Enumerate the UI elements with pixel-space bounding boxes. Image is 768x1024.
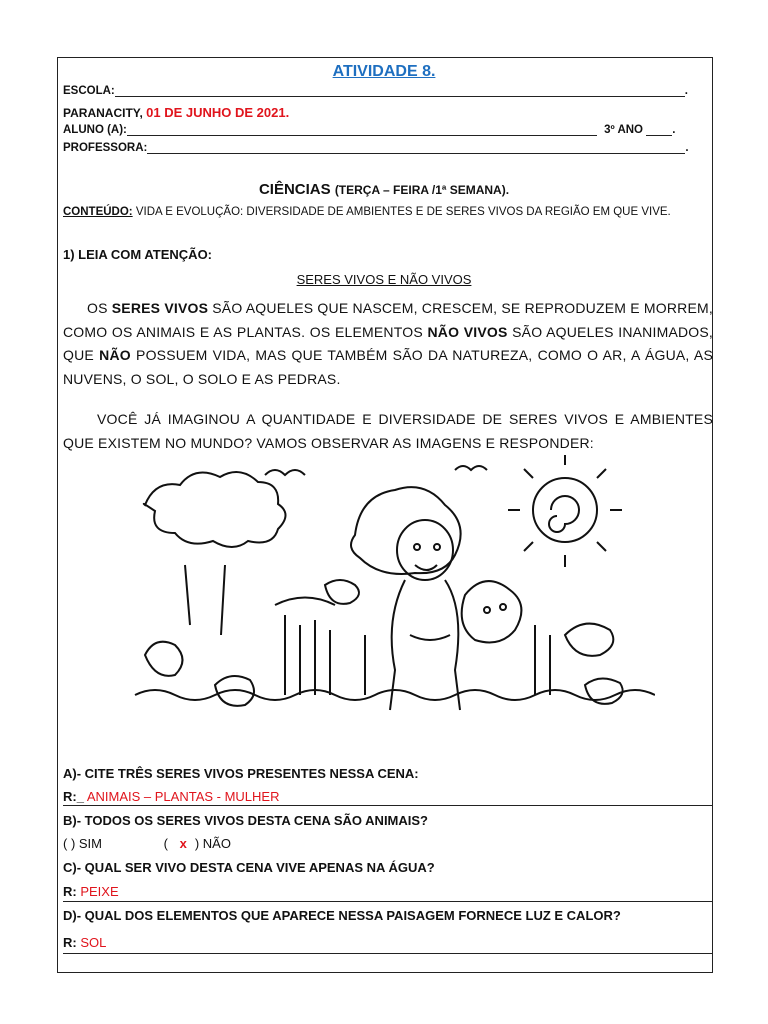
p1-bold-1: SERES VIVOS xyxy=(111,300,209,316)
instruction: 1) LEIA COM ATENÇÃO: xyxy=(63,247,213,262)
subject-heading xyxy=(0,181,768,198)
option-nao-open: ( xyxy=(163,836,168,851)
ano-label: 3º ANO xyxy=(604,124,643,136)
answer-b-row xyxy=(63,836,231,851)
question-a: A)- CITE TRÊS SERES VIVOS PRESENTES NESSA CENA: xyxy=(63,766,419,781)
city-label: PARANACITY, xyxy=(63,106,143,120)
option-nao[interactable]: ) NÃO xyxy=(194,836,231,851)
date-text: 01 DE JUNHO DE 2021. xyxy=(146,105,290,120)
p1-bold-3: NÃO xyxy=(99,347,131,363)
aluno-label: ALUNO (A): xyxy=(63,124,127,136)
answer-c-label: R: xyxy=(63,884,77,899)
answer-a-label: R:_ xyxy=(63,789,84,804)
p1-bold-2: NÃO VIVOS xyxy=(427,323,508,340)
page-title: ATIVIDADE 8. xyxy=(332,63,436,80)
answer-d-text[interactable]: SOL xyxy=(80,935,107,950)
conteudo xyxy=(63,204,713,221)
escola-label: ESCOLA: xyxy=(63,85,115,97)
p1-text-4: POSSUEM VIDA, MAS QUE TAMBÉM SÃO DA NATUREZA, COMO O AR, A ÁGUA, AS NUVENS, O SOL, O SOLO E AS PEDRAS. xyxy=(63,347,714,387)
subject-name: CIÊNCIAS xyxy=(258,181,331,198)
answer-d-line xyxy=(63,953,713,954)
option-nao-mark[interactable]: x xyxy=(179,836,187,851)
paragraph-2: VOCÊ JÁ IMAGINOU A QUANTIDADE E DIVERSIDADE DE SERES VIVOS E AMBIENTES QUE EXISTEM NO MUNDO? VAMOS OBSERVAR AS IMAGENS E RESPONDER: xyxy=(63,411,713,451)
p1-text-2: SÃO AQUELES QUE NASCEM, CRESCEM, SE REPRODUZEM E MORREM, COMO OS ANIMAIS E AS PLANTAS. OS ELEMENTOS xyxy=(63,300,713,340)
answer-d-label: R: xyxy=(63,935,77,950)
escola-row xyxy=(63,85,688,97)
ano-field[interactable] xyxy=(646,125,672,136)
professora-label: PROFESSORA: xyxy=(63,142,148,154)
answer-a-row xyxy=(63,789,279,804)
question-b: B)- TODOS OS SERES VIVOS DESTA CENA SÃO ANIMAIS? xyxy=(63,813,429,828)
professora-field[interactable] xyxy=(147,143,685,154)
answer-c-row xyxy=(63,884,119,899)
scene-illustration xyxy=(125,455,655,730)
paragraph-1 xyxy=(63,297,713,391)
date-row xyxy=(63,105,289,120)
option-sim[interactable]: ( ) SIM xyxy=(63,836,102,851)
dot: . xyxy=(684,85,688,97)
dot: . xyxy=(672,124,676,136)
conteudo-label: CONTEÚDO: xyxy=(63,206,133,218)
conteudo-text: VIDA E EVOLUÇÃO: DIVERSIDADE DE AMBIENTES E DE SERES VIVOS DA REGIÃO EM QUE VIVE. xyxy=(132,206,671,218)
p1-text-3: SÃO AQUELES INANIMADOS, QUE xyxy=(63,323,714,363)
question-c: C)- QUAL SER VIVO DESTA CENA VIVE APENAS NA ÁGUA? xyxy=(63,860,435,875)
question-d: D)- QUAL DOS ELEMENTOS QUE APARECE NESSA PAISAGEM FORNECE LUZ E CALOR? xyxy=(63,908,621,923)
answer-a-line xyxy=(63,805,713,806)
answer-d-row xyxy=(63,935,106,950)
aluno-field[interactable] xyxy=(127,125,597,136)
answer-a-text[interactable]: ANIMAIS – PLANTAS - MULHER xyxy=(83,789,280,804)
professora-row xyxy=(63,142,689,154)
dot: . xyxy=(685,142,689,154)
answer-c-line xyxy=(63,901,713,902)
subject-detail: (TERÇA – FEIRA /1ª SEMANA). xyxy=(334,183,510,197)
p1-text: OS xyxy=(87,300,112,316)
answer-c-text[interactable]: PEIXE xyxy=(80,884,119,899)
escola-field[interactable] xyxy=(115,86,685,97)
section-title: SERES VIVOS E NÃO VIVOS xyxy=(296,272,472,287)
aluno-row xyxy=(63,124,675,136)
